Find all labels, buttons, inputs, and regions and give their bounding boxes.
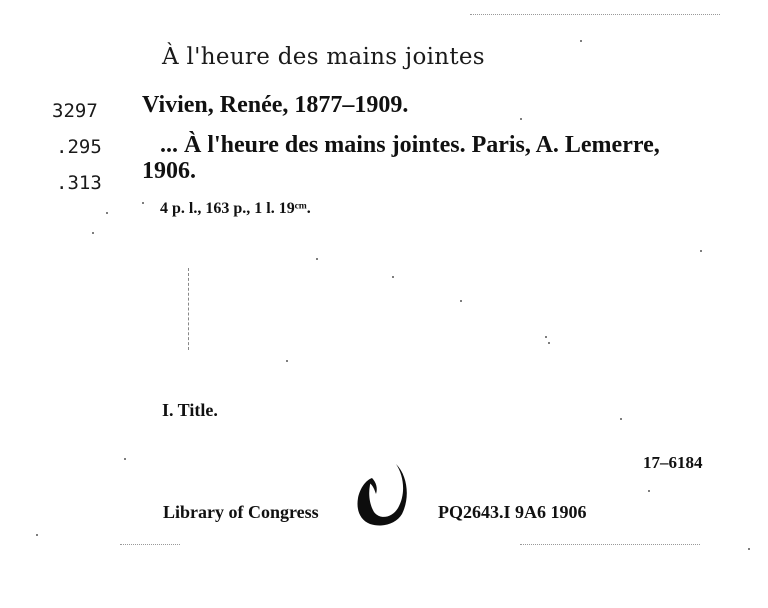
lccn-number: 17–6184 xyxy=(643,453,703,472)
scan-speck xyxy=(92,232,94,234)
punch-hole-mark-icon xyxy=(352,458,412,530)
scan-speck xyxy=(648,490,650,492)
scan-speck xyxy=(392,276,394,278)
call-number-line-3: .313 xyxy=(56,172,102,194)
typed-title-heading: À l'heure des mains jointes xyxy=(162,44,485,70)
call-number-line-2: .295 xyxy=(56,136,102,158)
scan-speck xyxy=(748,548,750,550)
call-number-line-1: 3297 xyxy=(52,100,98,122)
scan-speck xyxy=(548,342,550,344)
date-entry: 1906. xyxy=(142,158,196,184)
scan-speck xyxy=(316,258,318,260)
scan-speck xyxy=(460,300,462,302)
subject-tracing: I. Title. xyxy=(162,400,218,420)
lc-classification: PQ2643.I 9A6 1906 xyxy=(438,502,587,522)
scan-artifact-dots xyxy=(120,544,180,545)
scan-speck xyxy=(286,360,288,362)
scan-speck xyxy=(620,418,622,420)
scan-artifact-dots xyxy=(520,544,700,545)
title-entry: ... À l'heure des mains jointes. Paris, A. Lemerre, xyxy=(160,132,660,158)
library-imprint: Library of Congress xyxy=(163,502,319,522)
scan-artifact-line xyxy=(188,268,190,350)
scan-artifact-dots xyxy=(470,14,720,15)
scan-speck xyxy=(124,458,126,460)
scan-speck xyxy=(545,336,547,338)
author-entry: Vivien, Renée, 1877–1909. xyxy=(142,92,409,118)
scan-speck xyxy=(106,212,108,214)
scan-speck xyxy=(520,118,522,120)
scan-speck xyxy=(700,250,702,252)
scan-speck xyxy=(36,534,38,536)
scan-speck xyxy=(142,202,144,204)
scan-speck xyxy=(580,40,582,42)
collation-statement: 4 p. l., 163 p., 1 l. 19ᶜᵐ. xyxy=(160,200,311,217)
